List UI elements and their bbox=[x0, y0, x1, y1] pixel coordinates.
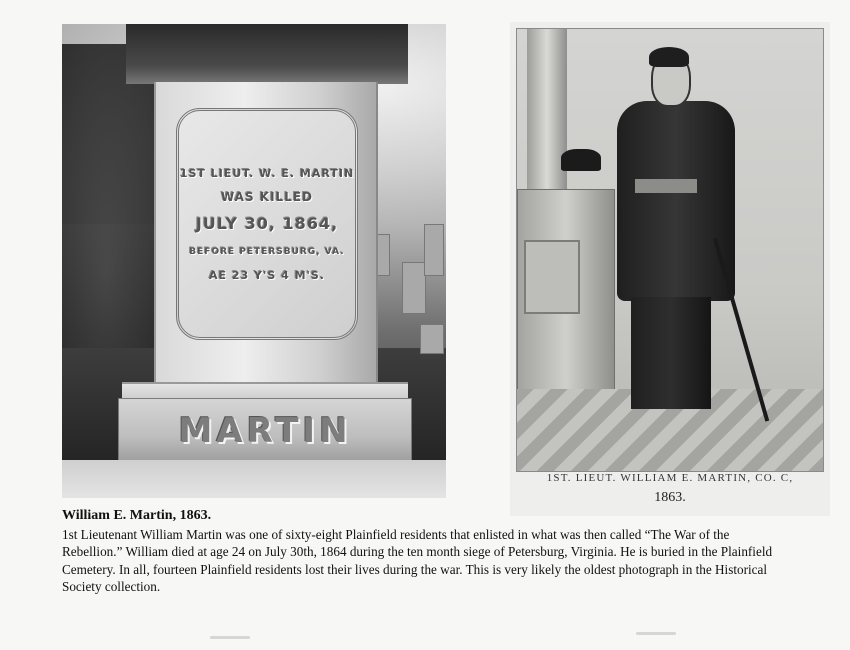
soldier-hair bbox=[649, 47, 689, 67]
portrait-caption: 1ST. LIEUT. WILLIAM E. MARTIN, CO. C, bbox=[546, 472, 794, 484]
soldier-uniform bbox=[617, 101, 735, 301]
soldier-sash bbox=[635, 179, 697, 193]
background-headstone bbox=[420, 324, 444, 354]
background-headstone bbox=[402, 262, 426, 314]
inscription-line: WAS KILLED bbox=[220, 189, 314, 204]
inscription-line: 1ST LIEUT. W. E. MARTIN bbox=[179, 166, 355, 180]
inscription-line: BEFORE PETERSBURG, VA. bbox=[189, 246, 345, 257]
portrait-caption-year: 1863. bbox=[654, 490, 686, 505]
scan-smudge bbox=[636, 632, 676, 635]
monument-base bbox=[118, 398, 412, 464]
gravestone-photo bbox=[62, 24, 446, 498]
carved-name: MARTIN bbox=[178, 411, 352, 451]
inscription-line: JULY 30, 1864, bbox=[195, 213, 339, 233]
inscription-line: AE 23 Y'S 4 M'S. bbox=[209, 268, 325, 282]
studio-pedestal bbox=[517, 189, 615, 411]
portrait-photo bbox=[516, 28, 824, 472]
background-headstone bbox=[424, 224, 444, 276]
monument-shaft bbox=[154, 82, 378, 382]
inscription-panel bbox=[176, 108, 358, 340]
caption-body: 1st Lieutenant William Martin was one of sixty-eight Plainfield residents that enlisted in what was then called “The War of the Rebellion.” William died at age 24 on July 30th, 1864 during the ten month siege of Petersburg, Virginia. He is buried in the Plainfield Cemetery. In all, fourteen Plainfield residents lost their lives during the war. This is very likely the oldest photograph in the Historical Society collection. bbox=[62, 527, 773, 595]
portrait-photo-card bbox=[510, 22, 830, 516]
pedestal-panel bbox=[524, 240, 580, 314]
caption-block bbox=[62, 508, 792, 596]
scan-smudge bbox=[210, 636, 250, 639]
kepi-hat bbox=[561, 149, 601, 171]
caption-heading: William E. Martin, 1863. bbox=[62, 508, 212, 523]
monument-cap bbox=[126, 24, 408, 84]
ground-slab bbox=[62, 460, 446, 498]
soldier-legs bbox=[631, 297, 711, 409]
